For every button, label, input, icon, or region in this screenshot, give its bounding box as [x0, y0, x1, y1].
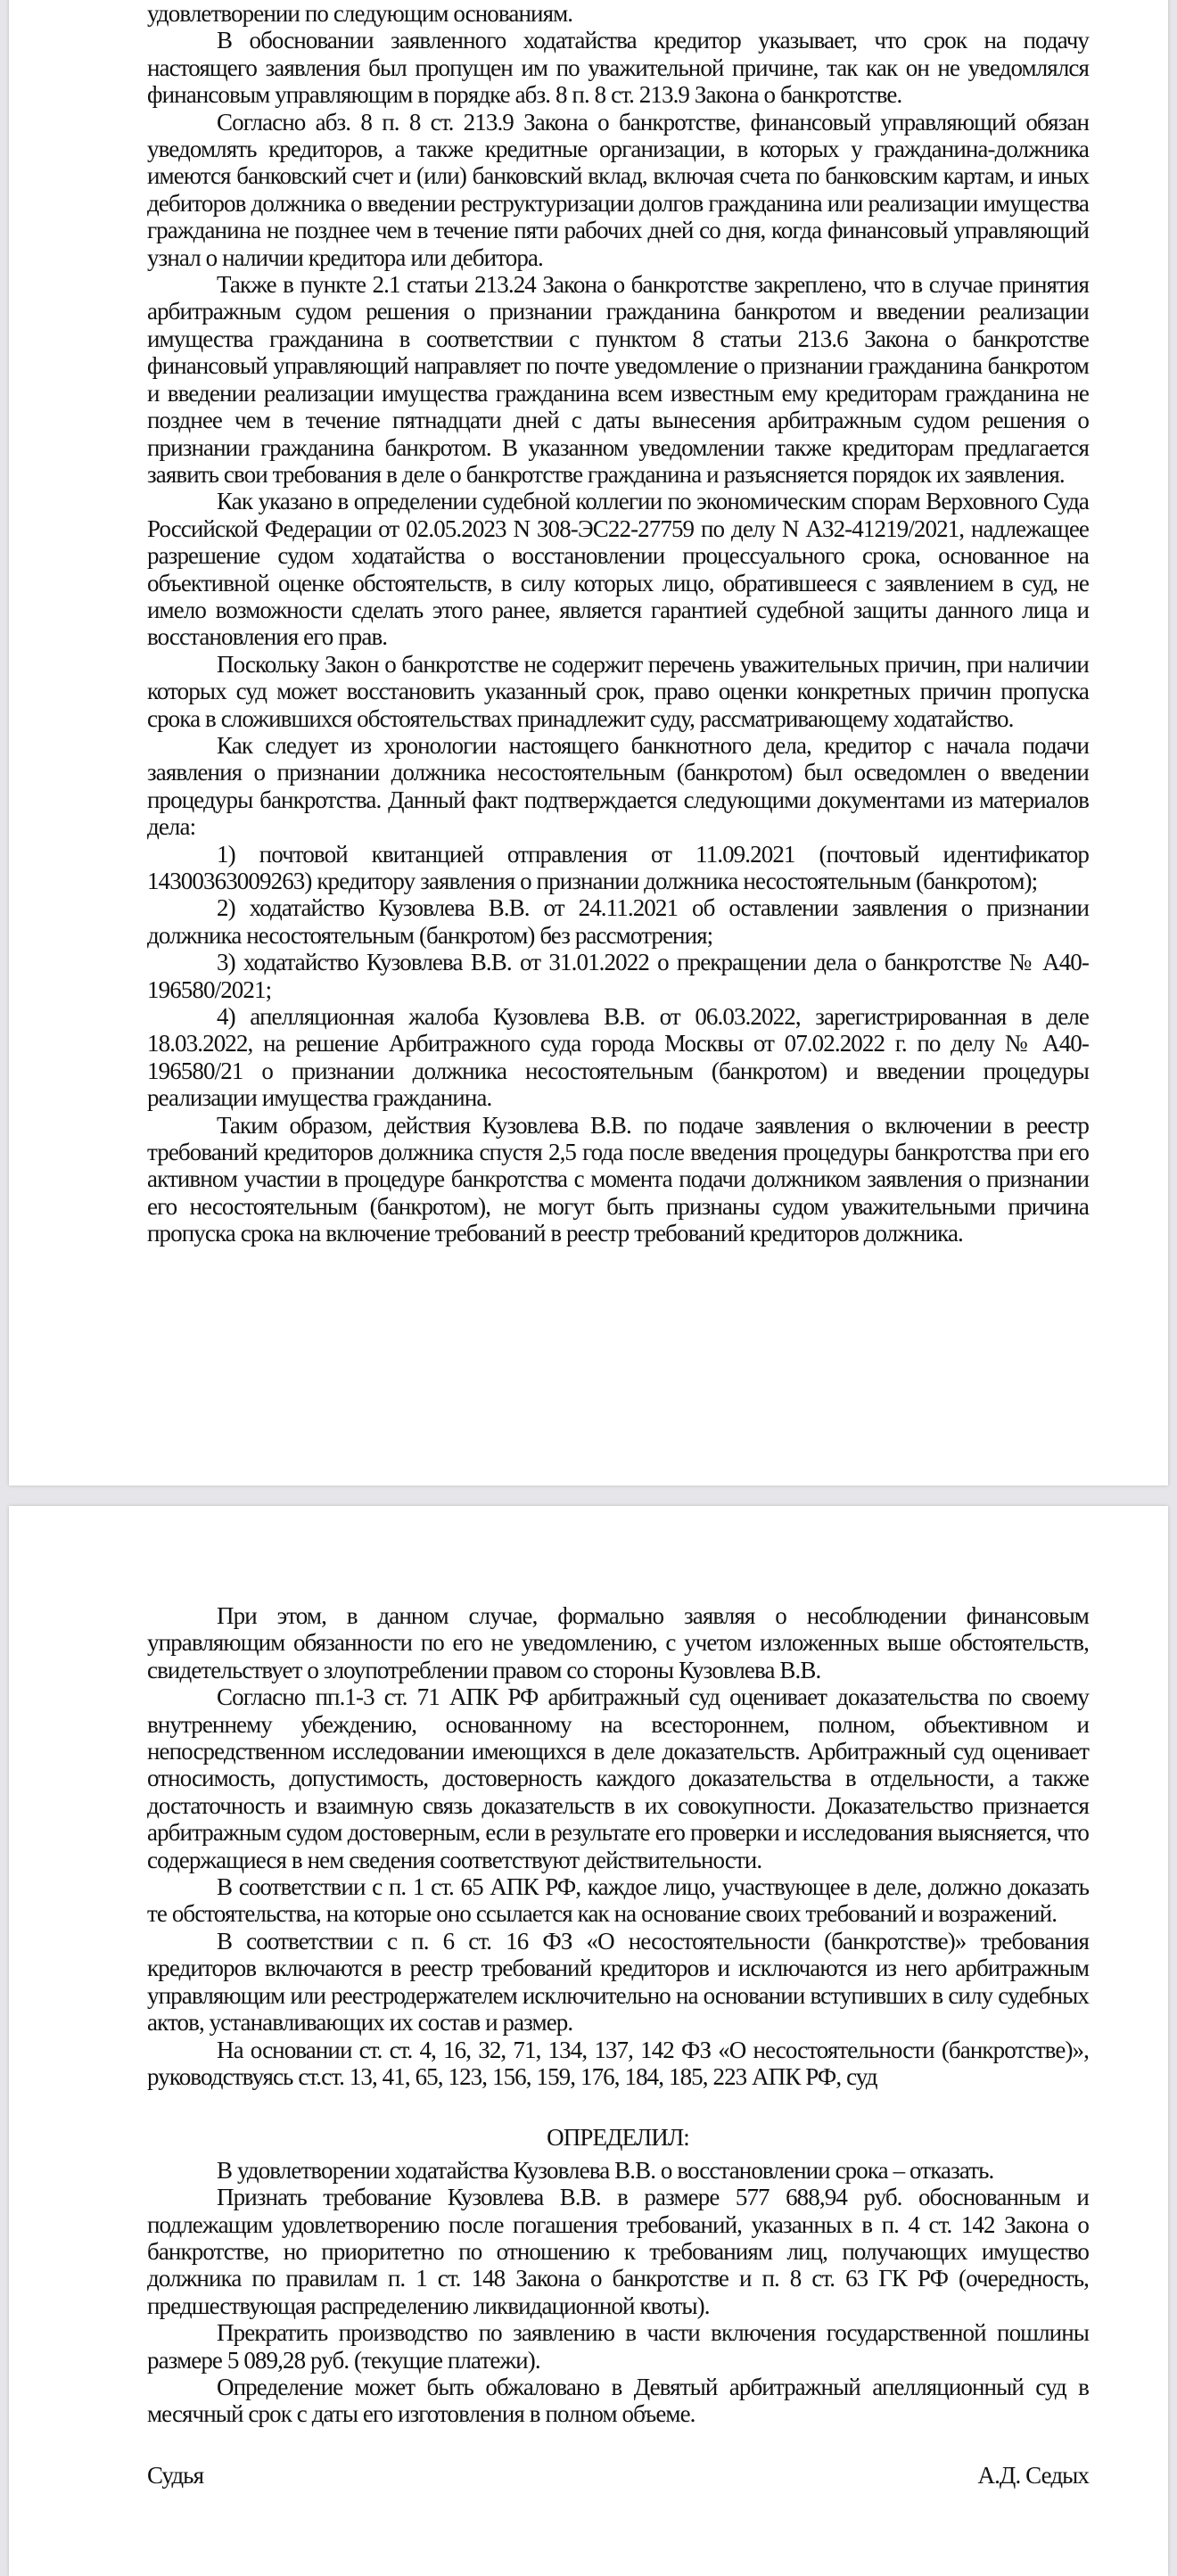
decision-paragraph: Признать требование Кузовлева В.В. в размере 577 688,94 руб. обоснованным и подлежащим удовлетворению после погашения требований, указанных в п. 4 ст. 142 Закона о банкротстве, но приоритетно по отношению к требованиям лиц, получающих имущество должника по правилам п. 1 ст. 148 Закона о банкротстве и п. 8 ст. 63 ГК РФ (очередность, предшествующая распределению ликвидационной квоты).: [147, 2184, 1089, 2319]
paragraph: Согласно абз. 8 п. 8 ст. 213.9 Закона о банкротстве, финансовый управляющий обязан уведомлять кредиторов, а также кредитные организации, в которых у гражданина-должника имеются банковский счет и (или) банковский вклад, включая счета по банковским картам, и иных дебиторов должника о введении реструктуризации долгов гражданина или реализации имущества гражданина не позднее чем в течение пяти рабочих дней со дня, когда финансовый управляющий узнал о наличии кредитора или дебитора.: [147, 108, 1089, 271]
paragraph: На основании ст. ст. 4, 16, 32, 71, 134, 137, 142 ФЗ «О несостоятельности (банкротстве)», руководствуясь ст.ст. 13, 41, 65, 123, 156, 159, 176, 184, 185, 223 АПК РФ, суд: [147, 2036, 1089, 2090]
list-item: 2) ходатайство Кузовлева В.В. от 24.11.2021 об оставлении заявления о признании должника несостоятельным (банкротом) без рассмотрения;: [147, 894, 1089, 949]
paragraph: В обосновании заявленного ходатайства кредитор указывает, что срок на подачу настоящего заявления был пропущен им по уважительной причине, так как он не уведомлялся финансовым управляющим в порядке абз. 8 п. 8 ст. 213.9 Закона о банкротстве.: [147, 27, 1089, 109]
paragraph: Также в пункте 2.1 статьи 213.24 Закона о банкротстве закреплено, что в случае принятия арбитражным судом решения о признании гражданина банкротом и введении реализации имущества гражданина в соответствии с пунктом 8 статьи 213.6 Закона о банкротстве финансовый управляющий направляет по почте уведомление о признании гражданина банкротом и введении реализации имущества гражданина всем известным ему кредиторам гражданина не позднее чем в течение пятнадцати дней с даты вынесения арбитражным судом решения о признании гражданина банкротом. В указанном уведомлении также кредиторам предлагается заявить свои требования в деле о банкротстве гражданина и разъясняется порядок их заявления.: [147, 271, 1089, 488]
paragraph: В соответствии с п. 6 ст. 16 ФЗ «О несостоятельности (банкротстве)» требования кредиторов включаются в реестр требований кредиторов и исключаются из него арбитражным управляющим или реестродержателем исключительно на основании вступивших в силу судебных актов, устанавливающих их состав и размер.: [147, 1927, 1089, 2037]
paragraph: Таким образом, действия Кузовлева В.В. по подаче заявления о включении в реестр требований кредиторов должника спустя 2,5 года после введения процедуры банкротства при его активном участии в процедуре банкротства с момента подачи должником заявления о признании его несостоятельным (банкротом), не могут быть признаны судом уважительными причина пропуска срока на включение требований в реестр требований кредиторов должника.: [147, 1111, 1089, 1247]
paragraph: При этом, в данном случае, формально заявляя о несоблюдении финансовым управляющим обязанности по его не уведомлению, с учетом изложенных выше обстоятельств, свидетельствует о злоупотреблении правом со стороны Кузовлева В.В.: [147, 1602, 1089, 1683]
paragraph: Как следует из хронологии настоящего банкнотного дела, кредитор с начала подачи заявления о признании должника несостоятельным (банкротом) был осведомлен о введении процедуры банкротства. Данный факт подтверждается следующими документами из материалов дела:: [147, 731, 1089, 841]
page-1-body: [147, 0, 1089, 1247]
signature-name: А.Д. Седых: [977, 2461, 1089, 2489]
decision-paragraph: Прекратить производство по заявлению в части включения государственной пошлины размере 5 089,28 руб. (текущие платежи).: [147, 2319, 1089, 2374]
paragraph: Как указано в определении судебной коллегии по экономическим спорам Верховного Суда Российской Федерации от 02.05.2023 N 308-ЭС22-27759 по делу N А32-41219/2021, надлежащее разрешение судом ходатайства о восстановлении процессуального срока, основанное на объективной оценке обстоятельств, в силу которых лицо, обратившееся с заявлением в суд, не имело возможности сделать этого ранее, является гарантией судебной защиты данного лица и восстановления его прав.: [147, 488, 1089, 651]
page-2-body: [147, 1602, 1089, 2489]
paragraph: Поскольку Закон о банкротстве не содержит перечень уважительных причин, при наличии которых суд может восстановить указанный срок, право оценки конкретных причин пропуска срока в сложившихся обстоятельствах принадлежит суду, рассматривающему ходатайство.: [147, 650, 1089, 732]
decision-paragraph: Определение может быть обжаловано в Девятый арбитражный апелляционный суд в месячный срок с даты его изготовления в полном объеме.: [147, 2373, 1089, 2428]
list-item: 4) апелляционная жалоба Кузовлева В.В. от 06.03.2022, зарегистрированная в деле 18.03.2022, на решение Арбитражного суда города Москвы от 07.02.2022 г. по делу № А40-196580/21 о признании должника несостоятельным (банкротом) и введении процедуры реализации имущества гражданина.: [147, 1003, 1089, 1112]
list-item: 1) почтовой квитанцией отправления от 11.09.2021 (почтовый идентификатор 14300363009263) кредитору заявления о признании должника несостоятельным (банкротом);: [147, 840, 1089, 894]
paragraph: В соответствии с п. 1 ст. 65 АПК РФ, каждое лицо, участвующее в деле, должно доказать те обстоятельства, на которые оно ссылается как на основание своих требований и возражений.: [147, 1873, 1089, 1928]
ruling-heading: ОПРЕДЕЛИЛ:: [547, 2124, 689, 2152]
document-page-1: [9, 0, 1168, 1486]
list-item: 3) ходатайство Кузовлева В.В. от 31.01.2022 о прекращении дела о банкротстве № А40-196580/2021;: [147, 949, 1089, 1003]
signature-title: Судья: [147, 2461, 204, 2489]
paragraph: удовлетворении по следующим основаниям.: [147, 0, 573, 27]
document-page-2: [9, 1506, 1168, 2576]
decision-paragraph: В удовлетворении ходатайства Кузовлева В.В. о восстановлении срока – отказать.: [217, 2156, 994, 2184]
signature-row: [147, 2462, 1089, 2489]
paragraph: Согласно пп.1-3 ст. 71 АПК РФ арбитражный суд оценивает доказательства по своему внутреннему убеждению, основанному на всестороннем, полном, объективном и непосредственном исследовании имеющихся в деле доказательств. Арбитражный суд оценивает относимость, допустимость, достоверность каждого доказательства в отдельности, а также достаточность и взаимную связь доказательств в их совокупности. Доказательство признается арбитражным судом достоверным, если в результате его проверки и исследования выясняется, что содержащиеся в нем сведения соответствуют действительности.: [147, 1683, 1089, 1873]
